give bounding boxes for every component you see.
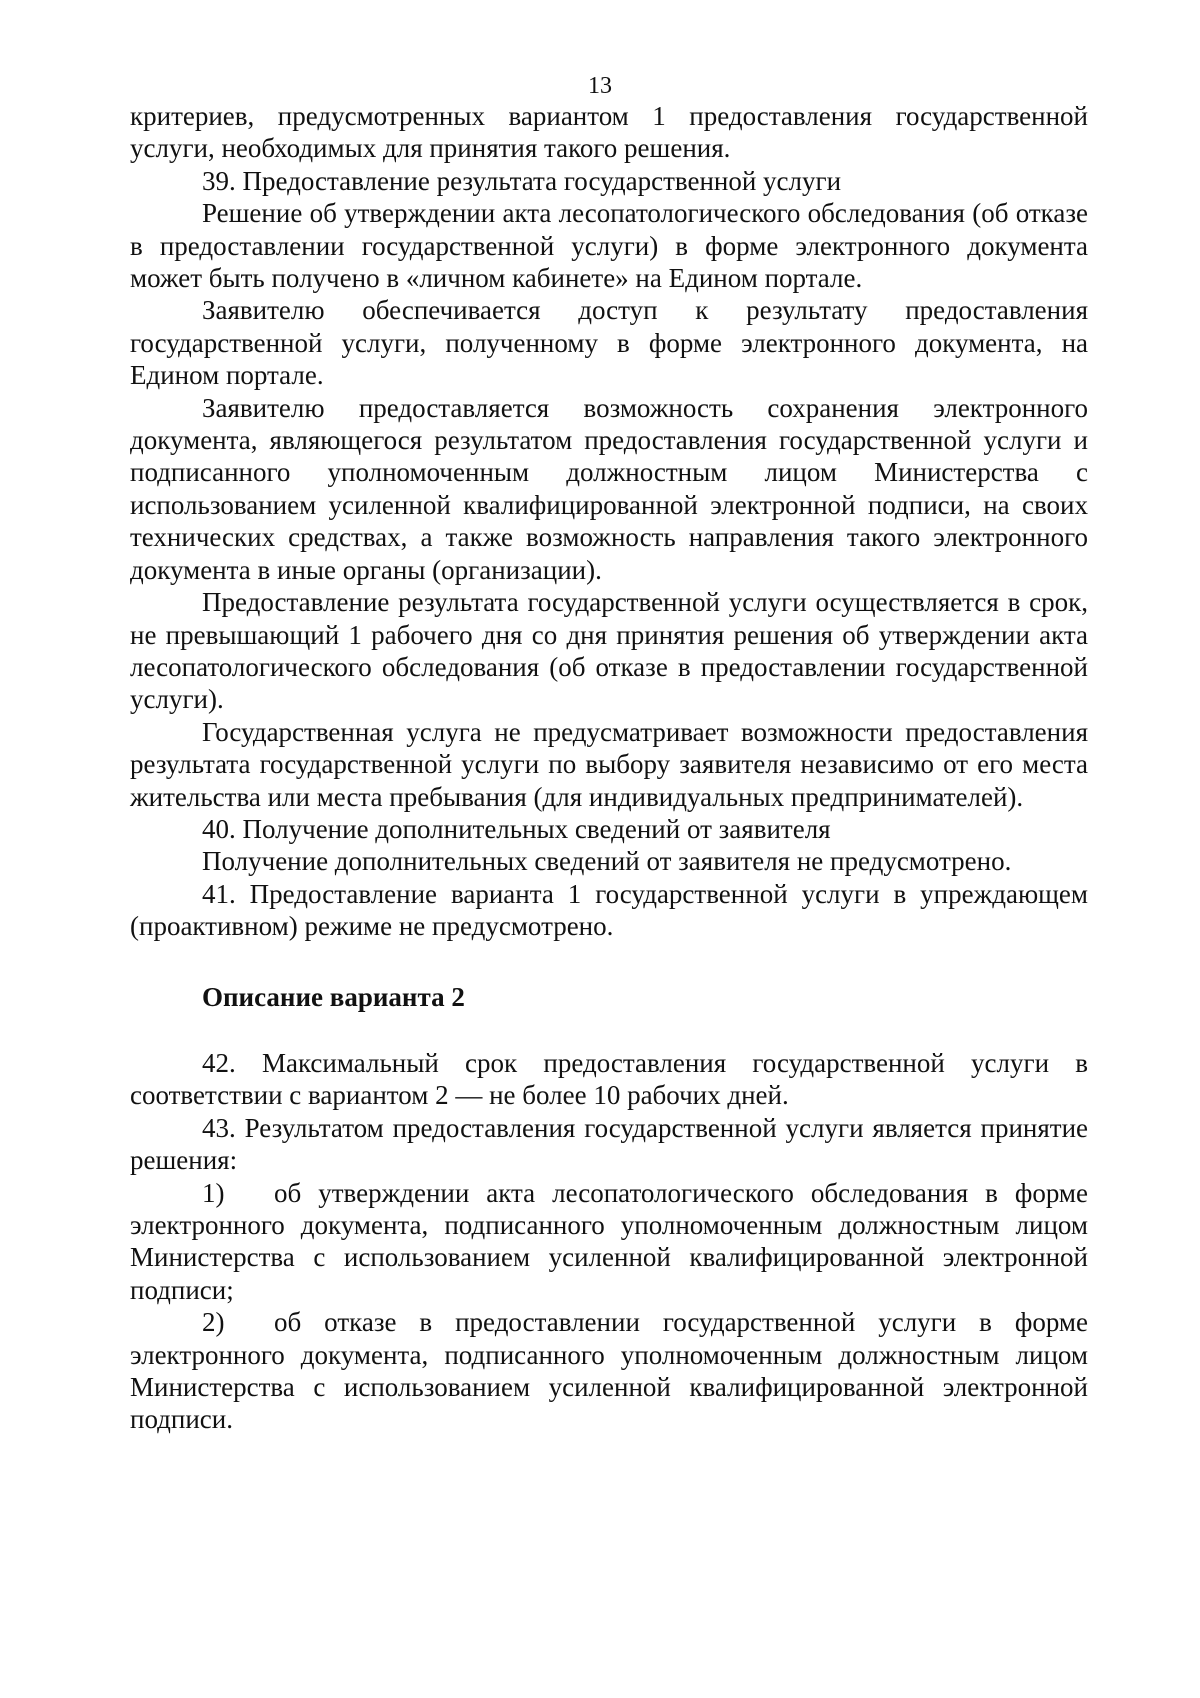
section-42: 42. Максимальный срок предоставления государственной услуги в соответствии с вариантом 2 — не более 10 рабочих дней.	[130, 1047, 1088, 1111]
paragraph: Государственная услуга не предусматривает возможности предоставления результата государственной услуги по выбору заявителя независимо от его места жительства или места пребывания (для индивидуальных предпринимателей).	[130, 716, 1088, 812]
list-item	[130, 1306, 1088, 1436]
list-item-text: об отказе в предоставлении государственной услуги в форме электронного документа, подписанного уполномоченным должностным лицом Министерства с использованием усиленной квалифицированной электронной подписи.	[130, 1307, 1088, 1435]
paragraph-continuation: критериев, предусмотренных вариантом 1 предоставления государственной услуги, необходимых для принятия такого решения.	[130, 101, 1088, 164]
section-heading: Описание варианта 2	[202, 981, 465, 1012]
paragraph: Решение об утверждении акта лесопатологического обследования (об отказе в предоставлении государственной услуги) в форме электронного документа может быть получено в «личном кабинете» на Едином портале.	[130, 198, 1088, 294]
paragraph: Заявителю предоставляется возможность сохранения электронного документа, являющегося результатом предоставления государственной услуги и подписанного уполномоченным должностным лицом Министерства с использованием усиленной квалифицированной электронной подписи, на своих технических средствах, а также возможность направления такого электронного документа в иные органы (организации).	[130, 392, 1088, 585]
section-43: 43. Результатом предоставления государственной услуги является принятие решения:	[130, 1112, 1088, 1176]
list-item-number: 2)	[202, 1307, 225, 1338]
paragraph: Получение дополнительных сведений от заявителя не предусмотрено.	[202, 846, 1012, 877]
document-body	[130, 100, 1088, 1436]
section-41: 41. Предоставление варианта 1 государственной услуги в упреждающем (проактивном) режиме не предусмотрено.	[130, 878, 1088, 942]
list-item-text: об утверждении акта лесопатологического обследования в форме электронного документа, подписанного уполномоченным должностным лицом Министерства с использованием усиленной квалифицированной электронной подписи;	[130, 1177, 1088, 1305]
section-40-title: 40. Получение дополнительных сведений от заявителя	[202, 813, 831, 844]
paragraph: Заявителю обеспечивается доступ к результату предоставления государственной услуги, полученному в форме электронного документа, на Едином портале.	[130, 295, 1088, 391]
page-number: 13	[588, 73, 612, 99]
list-item-number: 1)	[202, 1177, 225, 1208]
paragraph: Предоставление результата государственной услуги осуществляется в срок, не превышающий 1 рабочего дня со дня принятия решения об утверждении акта лесопатологического обследования (об отказе в предоставлении государственной услуги).	[130, 587, 1088, 715]
list-item	[130, 1177, 1088, 1307]
section-39-title: 39. Предоставление результата государственной услуги	[202, 165, 842, 196]
